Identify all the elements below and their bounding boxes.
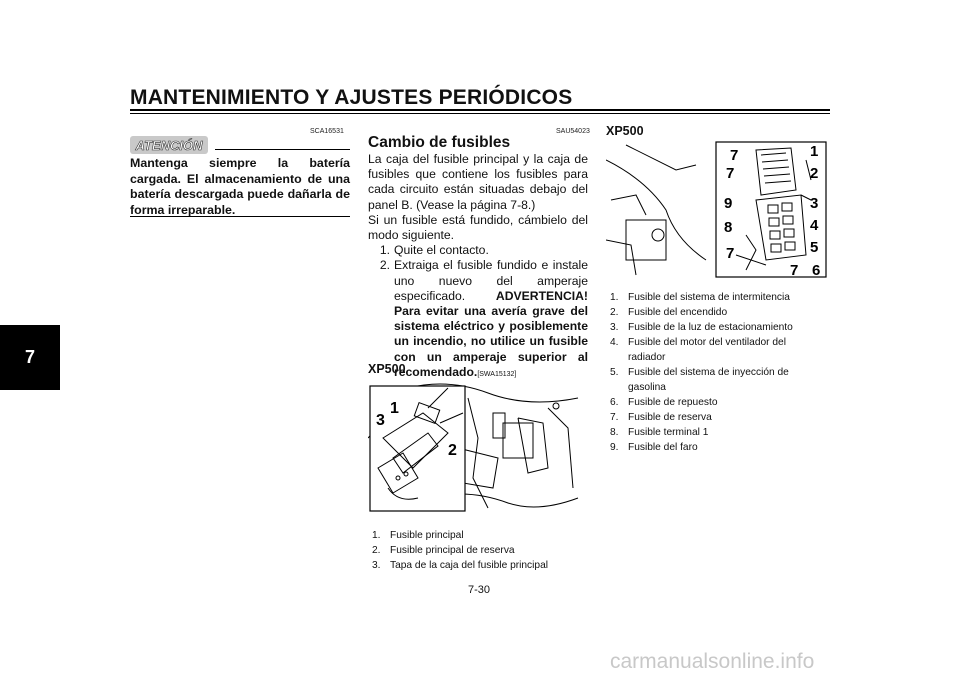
legend-text: Fusible terminal 1 bbox=[628, 427, 709, 438]
callout-2: 2 bbox=[810, 165, 819, 182]
legend-text: Fusible de reserva bbox=[628, 412, 712, 423]
legend-number: 5. bbox=[610, 367, 619, 378]
callout-5: 5 bbox=[810, 239, 819, 256]
legend-item bbox=[610, 335, 822, 365]
legend-number: 1. bbox=[372, 530, 381, 541]
step-number: 1. bbox=[379, 243, 390, 258]
callout-3: 3 bbox=[376, 412, 385, 429]
callout-4: 4 bbox=[810, 217, 819, 234]
legend-number: 6. bbox=[610, 397, 619, 408]
callout-7b: 7 bbox=[726, 165, 735, 182]
step-text: Extraiga el fusible fundido e instale uno nuevo del amperaje especificado. bbox=[394, 258, 588, 303]
header-rule bbox=[130, 109, 830, 111]
legend-text: Fusible principal de reserva bbox=[390, 545, 515, 556]
caution-text: Mantenga siempre la batería cargada. El almacenamiento de una batería descargada puede dañarla de forma irreparable. bbox=[130, 156, 350, 217]
legend-text: Fusible de la luz de estacionamiento bbox=[628, 322, 793, 333]
step-text-block bbox=[394, 258, 588, 382]
legend-text: Fusible del motor del ventilador del radiador bbox=[628, 337, 786, 363]
figure1-legend bbox=[372, 528, 592, 573]
callout-7d: 7 bbox=[790, 262, 799, 279]
legend-number: 9. bbox=[610, 442, 619, 453]
caution-badge: ATENCIÓN bbox=[130, 136, 208, 154]
legend-item bbox=[610, 290, 822, 305]
figure2-label: XP500 bbox=[606, 124, 644, 138]
callout-1: 1 bbox=[390, 400, 399, 417]
caution-top-rule bbox=[215, 149, 350, 150]
legend-number: 2. bbox=[372, 545, 381, 556]
legend-item bbox=[610, 320, 822, 335]
legend-text: Tapa de la caja del fusible principal bbox=[390, 560, 549, 571]
caution-bottom-rule bbox=[130, 216, 350, 217]
legend-item bbox=[610, 395, 822, 410]
legend-item bbox=[372, 543, 592, 558]
page-header-title: MANTENIMIENTO Y AJUSTES PERIÓDICOS bbox=[130, 86, 573, 109]
legend-item bbox=[610, 365, 822, 395]
callout-1: 1 bbox=[810, 143, 819, 160]
legend-number: 7. bbox=[610, 412, 619, 423]
figure1-label: XP500 bbox=[368, 362, 406, 376]
legend-text: Fusible del faro bbox=[628, 442, 698, 453]
legend-text: Fusible del encendido bbox=[628, 307, 728, 318]
step-item bbox=[368, 243, 588, 258]
callout-9: 9 bbox=[724, 195, 733, 212]
legend-text: Fusible del sistema de inyección de gasolina bbox=[628, 367, 789, 393]
callout-3: 3 bbox=[810, 195, 819, 212]
callout-6: 6 bbox=[812, 262, 821, 279]
section-body bbox=[368, 152, 588, 382]
legend-number: 4. bbox=[610, 337, 619, 348]
watermark: carmanualsonline.info bbox=[610, 650, 815, 673]
intro-paragraph-2: Si un fusible está fundido, cámbielo del modo siguiente. bbox=[368, 212, 588, 243]
legend-item bbox=[610, 440, 822, 455]
section-code: SAU54023 bbox=[556, 128, 590, 135]
warning-text: ADVERTENCIA! Para evitar una avería grave del sistema eléctrico y posiblemente un incendio, no utilice un fusible con un amperaje superior al recomendado. bbox=[394, 288, 588, 379]
figure2-legend bbox=[610, 290, 822, 455]
figure2-illustration bbox=[606, 140, 828, 280]
warning-code: [SWA15132] bbox=[477, 370, 517, 378]
step-text: Quite el contacto. bbox=[394, 243, 489, 258]
chapter-tab: 7 bbox=[0, 325, 60, 390]
legend-item bbox=[610, 425, 822, 440]
legend-item bbox=[372, 558, 592, 573]
legend-item bbox=[610, 410, 822, 425]
caution-code: SCA16531 bbox=[310, 128, 344, 135]
callout-8: 8 bbox=[724, 219, 733, 236]
legend-number: 3. bbox=[372, 560, 381, 571]
legend-item bbox=[372, 528, 592, 543]
legend-text: Fusible del sistema de intermitencia bbox=[628, 292, 790, 303]
step-number: 2. bbox=[379, 258, 390, 273]
header-rule-thin bbox=[130, 113, 830, 114]
legend-number: 8. bbox=[610, 427, 619, 438]
legend-item bbox=[610, 305, 822, 320]
fuse-box-drawing bbox=[606, 140, 828, 280]
legend-number: 1. bbox=[610, 292, 619, 303]
legend-number: 2. bbox=[610, 307, 619, 318]
legend-number: 3. bbox=[610, 322, 619, 333]
intro-paragraph: La caja del fusible principal y la caja de fusibles que contiene los fusibles para cada circuito están situadas debajo del panel B. (Vease la página 7-8.) bbox=[368, 152, 588, 212]
callout-7c: 7 bbox=[726, 245, 735, 262]
legend-text: Fusible de repuesto bbox=[628, 397, 718, 408]
section-title: Cambio de fusibles bbox=[368, 134, 511, 151]
legend-text: Fusible principal bbox=[390, 530, 464, 541]
callout-2: 2 bbox=[448, 442, 457, 459]
callout-7a: 7 bbox=[730, 147, 739, 164]
main-fuse-box-drawing bbox=[368, 378, 588, 518]
figure1-illustration bbox=[368, 378, 588, 518]
page-number: 7-30 bbox=[468, 584, 491, 596]
